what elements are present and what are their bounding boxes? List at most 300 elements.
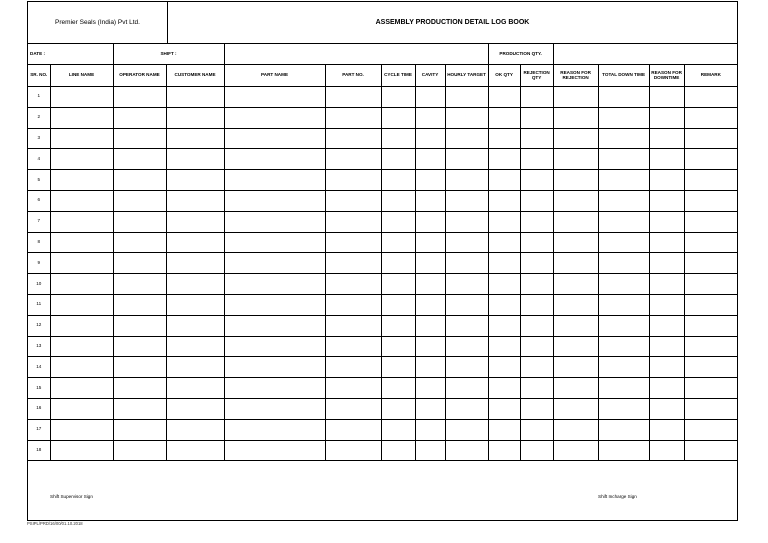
entry-cell[interactable] (50, 253, 113, 274)
entry-cell[interactable] (325, 357, 381, 378)
entry-cell[interactable] (649, 398, 684, 419)
entry-cell[interactable] (520, 149, 553, 170)
entry-cell[interactable] (684, 170, 737, 191)
entry-cell[interactable] (598, 211, 649, 232)
entry-cell[interactable] (520, 419, 553, 440)
entry-cell[interactable] (113, 398, 166, 419)
entry-cell[interactable] (224, 294, 325, 315)
entry-cell[interactable] (325, 211, 381, 232)
entry-cell[interactable] (415, 440, 445, 461)
entry-cell[interactable] (415, 190, 445, 211)
entry-cell[interactable] (553, 211, 598, 232)
entry-cell[interactable] (445, 419, 488, 440)
entry-cell[interactable] (553, 87, 598, 108)
entry-cell[interactable] (113, 419, 166, 440)
entry-cell[interactable] (415, 211, 445, 232)
entry-cell[interactable] (445, 149, 488, 170)
entry-cell[interactable] (50, 315, 113, 336)
entry-cell[interactable] (415, 149, 445, 170)
serial-number-cell: 3 (28, 128, 50, 149)
entry-cell[interactable] (649, 170, 684, 191)
entry-cell[interactable] (166, 170, 224, 191)
log-rows (28, 87, 737, 461)
column-header: OPERATOR NAME (113, 65, 166, 87)
entry-cell[interactable] (684, 87, 737, 108)
entry-cell[interactable] (166, 211, 224, 232)
entry-cell[interactable] (415, 294, 445, 315)
document-number: PSIPL/PRD/16/00/01.10.2018 (27, 521, 83, 526)
entry-cell[interactable] (325, 149, 381, 170)
entry-cell[interactable] (113, 211, 166, 232)
entry-cell[interactable] (381, 440, 415, 461)
entry-cell[interactable] (381, 128, 415, 149)
entry-cell[interactable] (520, 378, 553, 399)
entry-cell[interactable] (325, 440, 381, 461)
entry-cell[interactable] (488, 128, 520, 149)
entry-cell[interactable] (520, 190, 553, 211)
entry-cell[interactable] (488, 294, 520, 315)
entry-cell[interactable] (520, 440, 553, 461)
entry-cell[interactable] (649, 336, 684, 357)
entry-cell[interactable] (520, 232, 553, 253)
sheet-header (28, 2, 737, 44)
entry-cell[interactable] (224, 107, 325, 128)
entry-cell[interactable] (381, 232, 415, 253)
table-row (28, 419, 737, 440)
entry-cell[interactable] (684, 315, 737, 336)
entry-cell[interactable] (166, 357, 224, 378)
entry-cell[interactable] (166, 190, 224, 211)
entry-cell[interactable] (445, 107, 488, 128)
table-row (28, 398, 737, 419)
entry-cell[interactable] (381, 336, 415, 357)
entry-cell[interactable] (649, 315, 684, 336)
entry-cell[interactable] (113, 149, 166, 170)
entry-cell[interactable] (325, 253, 381, 274)
table-row (28, 232, 737, 253)
entry-cell[interactable] (381, 357, 415, 378)
entry-cell[interactable] (598, 315, 649, 336)
shift-incharge-sign-label: Shift Incharge Sign (598, 494, 637, 499)
entry-cell[interactable] (325, 274, 381, 295)
column-header: TOTAL DOWN TIME (598, 65, 649, 87)
entry-cell[interactable] (224, 211, 325, 232)
entry-cell[interactable] (553, 440, 598, 461)
entry-cell[interactable] (445, 170, 488, 191)
entry-cell[interactable] (598, 87, 649, 108)
entry-cell[interactable] (488, 211, 520, 232)
entry-cell[interactable] (415, 378, 445, 399)
table-row (28, 274, 737, 295)
entry-cell[interactable] (649, 274, 684, 295)
serial-number-cell: 9 (28, 253, 50, 274)
entry-cell[interactable] (166, 107, 224, 128)
entry-cell[interactable] (684, 149, 737, 170)
entry-cell[interactable] (224, 274, 325, 295)
entry-cell[interactable] (488, 357, 520, 378)
entry-cell[interactable] (325, 87, 381, 108)
entry-cell[interactable] (325, 378, 381, 399)
company-name: Premier Seals (India) Pvt Ltd. (28, 2, 168, 43)
entry-cell[interactable] (488, 253, 520, 274)
entry-cell[interactable] (166, 378, 224, 399)
production-qty-value-field[interactable] (553, 44, 737, 65)
entry-cell[interactable] (325, 190, 381, 211)
entry-cell[interactable] (488, 274, 520, 295)
entry-cell[interactable] (488, 398, 520, 419)
serial-number-cell: 2 (28, 107, 50, 128)
table-row (28, 149, 737, 170)
column-header-row (28, 65, 737, 87)
column-header: PART NAME (224, 65, 325, 87)
entry-cell[interactable] (649, 378, 684, 399)
entry-cell[interactable] (113, 107, 166, 128)
entry-cell[interactable] (224, 378, 325, 399)
entry-cell[interactable] (224, 315, 325, 336)
entry-cell[interactable] (415, 170, 445, 191)
column-header: OK QTY (488, 65, 520, 87)
entry-cell[interactable] (445, 294, 488, 315)
entry-cell[interactable] (325, 232, 381, 253)
entry-cell[interactable] (381, 190, 415, 211)
entry-cell[interactable] (598, 440, 649, 461)
entry-cell[interactable] (445, 128, 488, 149)
entry-cell[interactable] (520, 336, 553, 357)
entry-cell[interactable] (488, 107, 520, 128)
entry-cell[interactable] (553, 232, 598, 253)
table-row (28, 128, 737, 149)
entry-cell[interactable] (649, 149, 684, 170)
entry-cell[interactable] (598, 294, 649, 315)
entry-cell[interactable] (166, 87, 224, 108)
entry-cell[interactable] (445, 440, 488, 461)
entry-cell[interactable] (684, 253, 737, 274)
entry-cell[interactable] (113, 232, 166, 253)
entry-cell[interactable] (166, 398, 224, 419)
entry-cell[interactable] (598, 274, 649, 295)
entry-cell[interactable] (488, 315, 520, 336)
entry-cell[interactable] (415, 336, 445, 357)
meta-row (28, 44, 737, 65)
entry-cell[interactable] (415, 107, 445, 128)
entry-cell[interactable] (113, 294, 166, 315)
entry-cell[interactable] (520, 107, 553, 128)
entry-cell[interactable] (598, 170, 649, 191)
entry-cell[interactable] (381, 170, 415, 191)
entry-cell[interactable] (445, 232, 488, 253)
entry-cell[interactable] (520, 398, 553, 419)
entry-cell[interactable] (325, 294, 381, 315)
entry-cell[interactable] (598, 190, 649, 211)
entry-cell[interactable] (445, 398, 488, 419)
entry-cell[interactable] (224, 336, 325, 357)
entry-cell[interactable] (445, 190, 488, 211)
entry-cell[interactable] (50, 336, 113, 357)
entry-cell[interactable] (50, 398, 113, 419)
entry-cell[interactable] (684, 294, 737, 315)
entry-cell[interactable] (166, 253, 224, 274)
entry-cell[interactable] (553, 357, 598, 378)
serial-number-cell: 13 (28, 336, 50, 357)
entry-cell[interactable] (224, 440, 325, 461)
entry-cell[interactable] (415, 419, 445, 440)
column-header: CUSTOMER NAME (166, 65, 224, 87)
entry-cell[interactable] (113, 253, 166, 274)
serial-number-cell: 10 (28, 274, 50, 295)
entry-cell[interactable] (325, 419, 381, 440)
entry-cell[interactable] (684, 336, 737, 357)
entry-cell[interactable] (113, 378, 166, 399)
entry-cell[interactable] (381, 149, 415, 170)
entry-cell[interactable] (445, 253, 488, 274)
entry-cell[interactable] (50, 419, 113, 440)
entry-cell[interactable] (598, 128, 649, 149)
entry-cell[interactable] (488, 419, 520, 440)
entry-cell[interactable] (649, 419, 684, 440)
entry-cell[interactable] (50, 357, 113, 378)
entry-cell[interactable] (553, 107, 598, 128)
entry-cell[interactable] (113, 315, 166, 336)
entry-cell[interactable] (381, 253, 415, 274)
entry-cell[interactable] (520, 274, 553, 295)
entry-cell[interactable] (166, 232, 224, 253)
entry-cell[interactable] (415, 232, 445, 253)
entry-cell[interactable] (553, 274, 598, 295)
serial-number-cell: 18 (28, 440, 50, 461)
entry-cell[interactable] (488, 87, 520, 108)
entry-cell[interactable] (445, 87, 488, 108)
entry-cell[interactable] (415, 253, 445, 274)
entry-cell[interactable] (445, 274, 488, 295)
serial-number-cell: 1 (28, 87, 50, 108)
entry-cell[interactable] (684, 357, 737, 378)
entry-cell[interactable] (598, 357, 649, 378)
entry-cell[interactable] (488, 232, 520, 253)
serial-number-cell: 17 (28, 419, 50, 440)
entry-cell[interactable] (113, 87, 166, 108)
entry-cell[interactable] (113, 440, 166, 461)
entry-cell[interactable] (50, 294, 113, 315)
entry-cell[interactable] (649, 232, 684, 253)
entry-cell[interactable] (325, 170, 381, 191)
entry-cell[interactable] (50, 190, 113, 211)
column-header: REASON FOR DOWNTIME (649, 65, 684, 87)
entry-cell[interactable] (684, 128, 737, 149)
entry-cell[interactable] (325, 398, 381, 419)
entry-cell[interactable] (553, 419, 598, 440)
entry-cell[interactable] (50, 170, 113, 191)
entry-cell[interactable] (488, 336, 520, 357)
entry-cell[interactable] (381, 378, 415, 399)
entry-cell[interactable] (445, 378, 488, 399)
entry-cell[interactable] (598, 232, 649, 253)
entry-cell[interactable] (649, 190, 684, 211)
column-header: CAVITY (415, 65, 445, 87)
entry-cell[interactable] (598, 378, 649, 399)
entry-cell[interactable] (113, 190, 166, 211)
entry-cell[interactable] (649, 357, 684, 378)
entry-cell[interactable] (445, 336, 488, 357)
entry-cell[interactable] (50, 274, 113, 295)
entry-cell[interactable] (488, 170, 520, 191)
entry-cell[interactable] (553, 170, 598, 191)
entry-cell[interactable] (445, 315, 488, 336)
entry-cell[interactable] (520, 253, 553, 274)
entry-cell[interactable] (553, 190, 598, 211)
entry-cell[interactable] (224, 190, 325, 211)
entry-cell[interactable] (166, 419, 224, 440)
entry-cell[interactable] (113, 357, 166, 378)
table-row (28, 87, 737, 108)
entry-cell[interactable] (445, 357, 488, 378)
entry-cell[interactable] (684, 274, 737, 295)
entry-cell[interactable] (598, 253, 649, 274)
entry-cell[interactable] (50, 232, 113, 253)
entry-cell[interactable] (553, 149, 598, 170)
entry-cell[interactable] (224, 419, 325, 440)
entry-cell[interactable] (649, 211, 684, 232)
entry-cell[interactable] (684, 232, 737, 253)
entry-cell[interactable] (598, 149, 649, 170)
entry-cell[interactable] (224, 170, 325, 191)
entry-cell[interactable] (488, 378, 520, 399)
entry-cell[interactable] (166, 274, 224, 295)
entry-cell[interactable] (50, 107, 113, 128)
entry-cell[interactable] (598, 419, 649, 440)
entry-cell[interactable] (684, 419, 737, 440)
signature-footer (28, 460, 737, 521)
column-header: HOURLY TARGET (445, 65, 488, 87)
entry-cell[interactable] (553, 398, 598, 419)
entry-cell[interactable] (415, 274, 445, 295)
entry-cell[interactable] (520, 211, 553, 232)
entry-cell[interactable] (381, 107, 415, 128)
table-row (28, 190, 737, 211)
entry-cell[interactable] (684, 440, 737, 461)
production-qty-label: PRODUCTION QTY. (488, 44, 553, 65)
entry-cell[interactable] (381, 87, 415, 108)
entry-cell[interactable] (684, 190, 737, 211)
entry-cell[interactable] (520, 87, 553, 108)
entry-cell[interactable] (553, 128, 598, 149)
entry-cell[interactable] (649, 128, 684, 149)
entry-cell[interactable] (381, 419, 415, 440)
entry-cell[interactable] (381, 211, 415, 232)
entry-cell[interactable] (166, 294, 224, 315)
entry-cell[interactable] (520, 170, 553, 191)
entry-cell[interactable] (224, 398, 325, 419)
serial-number-cell: 16 (28, 398, 50, 419)
entry-cell[interactable] (649, 107, 684, 128)
entry-cell[interactable] (381, 274, 415, 295)
entry-cell[interactable] (684, 378, 737, 399)
entry-cell[interactable] (553, 336, 598, 357)
entry-cell[interactable] (684, 398, 737, 419)
entry-cell[interactable] (50, 378, 113, 399)
entry-cell[interactable] (325, 336, 381, 357)
entry-cell[interactable] (415, 87, 445, 108)
entry-cell[interactable] (415, 128, 445, 149)
entry-cell[interactable] (649, 294, 684, 315)
entry-cell[interactable] (224, 253, 325, 274)
entry-cell[interactable] (415, 398, 445, 419)
table-row (28, 170, 737, 191)
entry-cell[interactable] (598, 336, 649, 357)
entry-cell[interactable] (520, 315, 553, 336)
table-row (28, 378, 737, 399)
entry-cell[interactable] (113, 336, 166, 357)
entry-cell[interactable] (113, 170, 166, 191)
entry-cell[interactable] (381, 398, 415, 419)
entry-cell[interactable] (488, 149, 520, 170)
entry-cell[interactable] (445, 211, 488, 232)
entry-cell[interactable] (50, 149, 113, 170)
entry-cell[interactable] (113, 274, 166, 295)
entry-cell[interactable] (224, 357, 325, 378)
serial-number-cell: 6 (28, 190, 50, 211)
entry-cell[interactable] (488, 440, 520, 461)
entry-cell[interactable] (166, 440, 224, 461)
entry-cell[interactable] (553, 253, 598, 274)
entry-cell[interactable] (553, 315, 598, 336)
entry-cell[interactable] (50, 440, 113, 461)
entry-cell[interactable] (166, 128, 224, 149)
entry-cell[interactable] (488, 190, 520, 211)
entry-cell[interactable] (684, 211, 737, 232)
entry-cell[interactable] (649, 87, 684, 108)
entry-cell[interactable] (325, 107, 381, 128)
entry-cell[interactable] (415, 315, 445, 336)
entry-cell[interactable] (166, 315, 224, 336)
shift-value-field[interactable] (224, 44, 488, 65)
column-header: LINE NAME (50, 65, 113, 87)
entry-cell[interactable] (649, 253, 684, 274)
entry-cell[interactable] (224, 149, 325, 170)
entry-cell[interactable] (598, 398, 649, 419)
entry-cell[interactable] (224, 128, 325, 149)
entry-cell[interactable] (553, 378, 598, 399)
serial-number-cell: 12 (28, 315, 50, 336)
entry-cell[interactable] (50, 87, 113, 108)
entry-cell[interactable] (113, 128, 166, 149)
entry-cell[interactable] (381, 294, 415, 315)
serial-number-cell: 7 (28, 211, 50, 232)
table-row (28, 107, 737, 128)
date-label: DATE : (28, 44, 113, 65)
entry-cell[interactable] (50, 128, 113, 149)
serial-number-cell: 15 (28, 378, 50, 399)
table-row (28, 211, 737, 232)
entry-cell[interactable] (224, 87, 325, 108)
entry-cell[interactable] (684, 107, 737, 128)
entry-cell[interactable] (325, 315, 381, 336)
entry-cell[interactable] (553, 294, 598, 315)
entry-cell[interactable] (520, 128, 553, 149)
entry-cell[interactable] (649, 440, 684, 461)
entry-cell[interactable] (50, 211, 113, 232)
table-row (28, 440, 737, 461)
entry-cell[interactable] (325, 128, 381, 149)
entry-cell[interactable] (415, 357, 445, 378)
entry-cell[interactable] (381, 315, 415, 336)
entry-cell[interactable] (598, 107, 649, 128)
entry-cell[interactable] (224, 232, 325, 253)
entry-cell[interactable] (520, 294, 553, 315)
log-book-sheet (27, 1, 738, 521)
entry-cell[interactable] (166, 149, 224, 170)
entry-cell[interactable] (520, 357, 553, 378)
entry-cell[interactable] (166, 336, 224, 357)
